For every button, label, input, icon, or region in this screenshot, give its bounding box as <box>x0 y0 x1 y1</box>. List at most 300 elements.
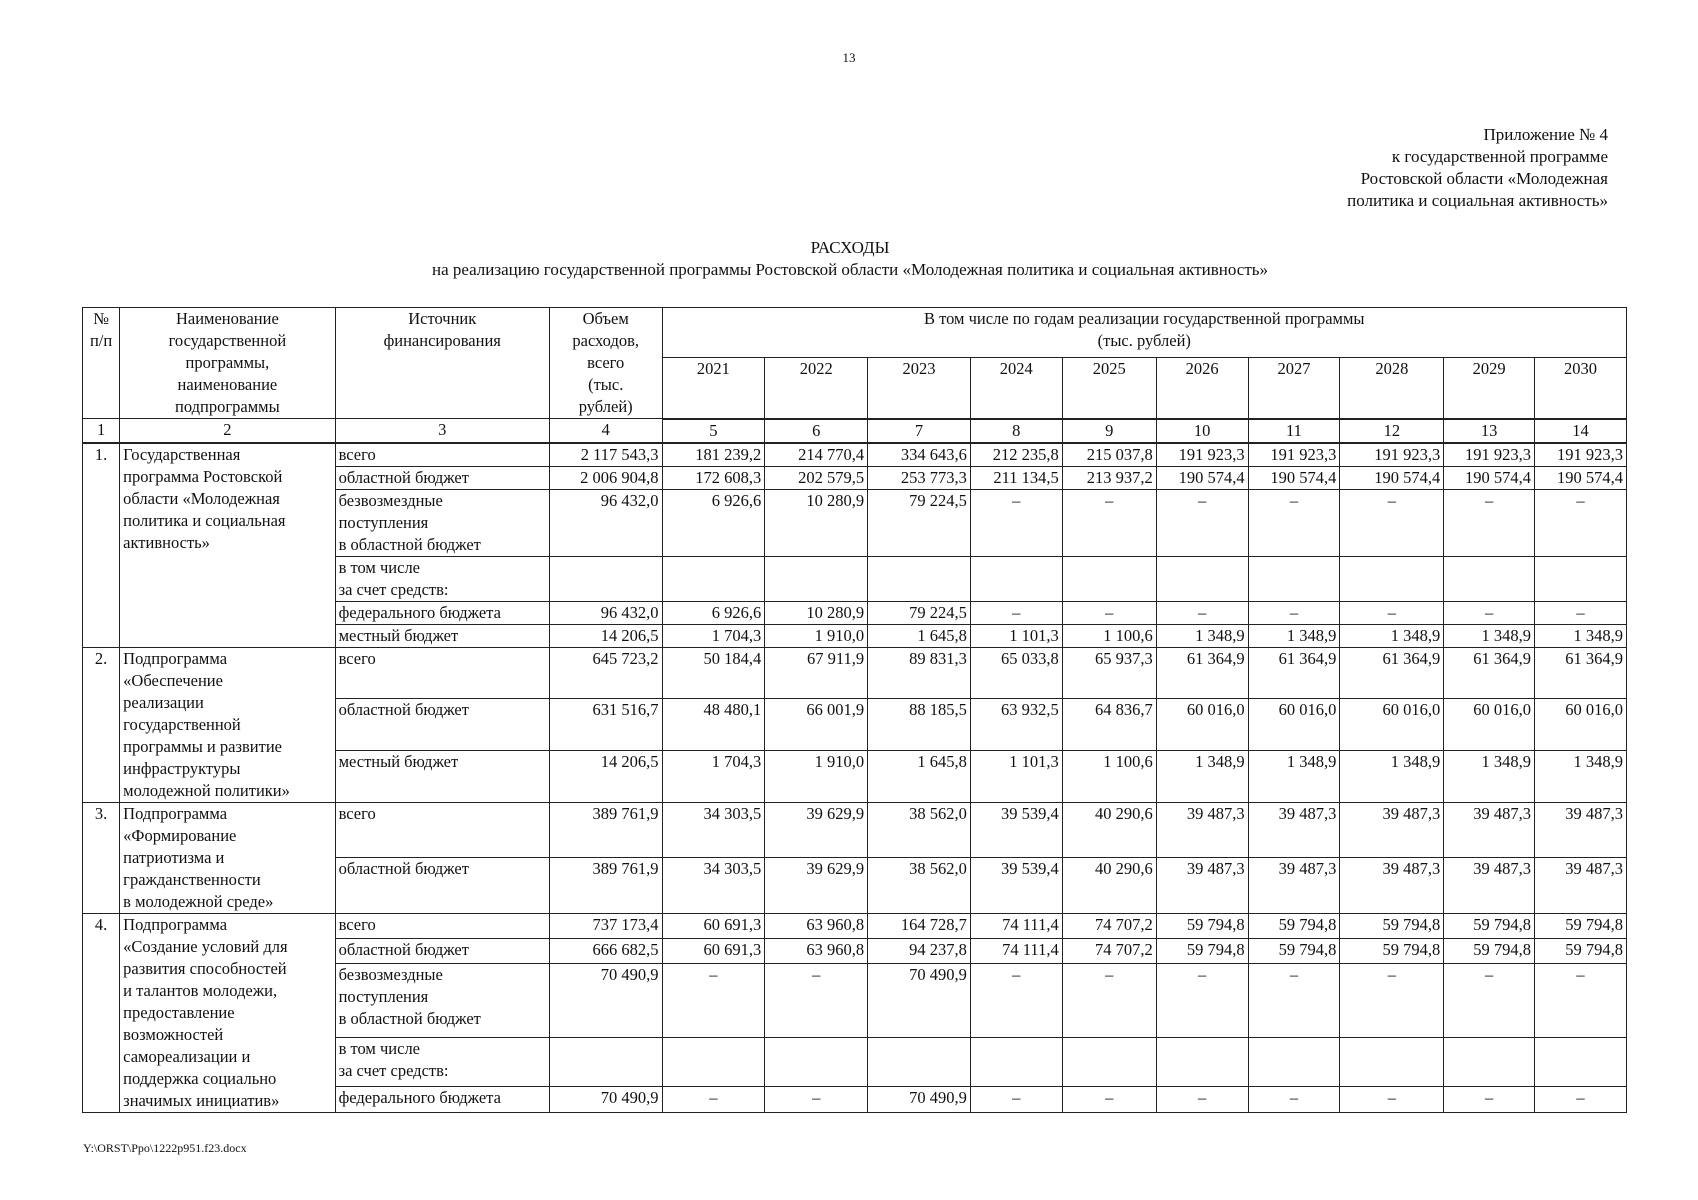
year-amount: 190 574,4 <box>1248 466 1340 489</box>
year-amount: 59 794,8 <box>1156 913 1248 938</box>
section-name <box>120 802 335 913</box>
total-amount: 70 490,9 <box>549 964 662 1038</box>
cell-line: областной бюджет <box>338 467 469 487</box>
year-amount: 40 290,6 <box>1062 802 1156 858</box>
cell-line: Подпрограмма <box>123 914 228 934</box>
year-amount: 1 348,9 <box>1444 750 1535 802</box>
year-amount: 67 911,9 <box>765 647 868 699</box>
cell-line: п/п <box>89 331 113 350</box>
header-year: 2027 <box>1248 357 1340 419</box>
funding-source <box>335 624 549 647</box>
header-name <box>120 308 335 419</box>
cell-line: области «Молодежная <box>123 488 280 508</box>
year-amount <box>970 556 1062 601</box>
year-amount: 1 101,3 <box>970 750 1062 802</box>
cell-line: государственной <box>168 331 287 350</box>
cell-line: всего <box>338 444 376 464</box>
year-amount: 1 101,3 <box>970 624 1062 647</box>
year-amount: 190 574,4 <box>1156 466 1248 489</box>
column-index: 6 <box>765 419 868 443</box>
title-subheading: на реализацию государственной программы Ростовской области «Молодежная политика и социальная активность» <box>431 260 1269 279</box>
year-amount: 74 707,2 <box>1062 938 1156 963</box>
cell-line: реализации <box>123 692 204 712</box>
column-index: 7 <box>868 419 971 443</box>
cell-line: Источник <box>408 309 477 328</box>
column-index: 11 <box>1248 419 1340 443</box>
cell-line: политика и социальная <box>123 510 286 530</box>
year-amount: – <box>765 1087 868 1112</box>
year-amount: 1 704,3 <box>662 624 765 647</box>
cell-line: поступления <box>338 987 429 1007</box>
total-amount: 389 761,9 <box>549 858 662 914</box>
year-amount: 10 280,9 <box>765 489 868 556</box>
section-name <box>120 913 335 1112</box>
header-year: 2024 <box>970 357 1062 419</box>
year-amount <box>970 1037 1062 1086</box>
year-amount: 65 937,3 <box>1062 647 1156 699</box>
year-amount: – <box>1340 1087 1444 1112</box>
header-volume <box>549 308 662 419</box>
cell-line: всего <box>338 803 376 823</box>
cell-line: значимых инициатив» <box>123 1090 280 1110</box>
year-amount: – <box>1156 1087 1248 1112</box>
cell-line: всего <box>338 648 376 668</box>
year-amount: 10 280,9 <box>765 601 868 624</box>
cell-line: безвозмездные <box>338 965 443 985</box>
year-amount: 190 574,4 <box>1340 466 1444 489</box>
year-amount: 59 794,8 <box>1535 938 1627 963</box>
year-amount: 59 794,8 <box>1156 938 1248 963</box>
year-amount: – <box>1248 1087 1340 1112</box>
column-index-row <box>83 419 1627 443</box>
total-amount: 96 432,0 <box>549 601 662 624</box>
year-amount: 1 348,9 <box>1535 750 1627 802</box>
year-amount: – <box>765 964 868 1038</box>
year-amount: 60 016,0 <box>1444 699 1535 751</box>
year-amount: 1 348,9 <box>1156 624 1248 647</box>
column-index: 8 <box>970 419 1062 443</box>
cell-line: федерального бюджета <box>338 1088 501 1108</box>
appendix-line: Приложение № 4 <box>1483 125 1608 144</box>
year-amount: 39 629,9 <box>765 858 868 914</box>
year-amount: 34 303,5 <box>662 802 765 858</box>
year-amount: 74 111,4 <box>970 938 1062 963</box>
year-amount <box>1248 556 1340 601</box>
cell-line: (тыс. <box>588 375 624 394</box>
document-title <box>300 237 1400 281</box>
funding-source <box>335 647 549 699</box>
total-amount: 14 206,5 <box>549 750 662 802</box>
year-amount: 61 364,9 <box>1444 647 1535 699</box>
year-amount: 1 100,6 <box>1062 624 1156 647</box>
year-amount: – <box>970 601 1062 624</box>
year-amount <box>1340 556 1444 601</box>
cell-line: «Обеспечение <box>123 670 223 690</box>
page-number: 13 <box>842 50 856 65</box>
year-amount: 190 574,4 <box>1444 466 1535 489</box>
funding-source <box>335 601 549 624</box>
year-amount: 79 224,5 <box>868 489 971 556</box>
column-index: 14 <box>1535 419 1627 443</box>
total-amount: 2 117 543,3 <box>549 443 662 467</box>
year-amount: – <box>1535 964 1627 1038</box>
cell-line: предоставление <box>123 1002 235 1022</box>
year-amount: 88 185,5 <box>868 699 971 751</box>
year-amount: – <box>1340 489 1444 556</box>
table-header <box>83 308 1627 443</box>
cell-line: безвозмездные <box>338 490 443 510</box>
cell-line: развития способностей <box>123 958 287 978</box>
year-amount: – <box>662 964 765 1038</box>
year-amount: 181 239,2 <box>662 443 765 467</box>
year-amount: 190 574,4 <box>1535 466 1627 489</box>
cell-line: за счет средств: <box>338 1060 449 1080</box>
year-amount: 61 364,9 <box>1340 647 1444 699</box>
year-amount: 1 645,8 <box>868 624 971 647</box>
year-amount <box>1062 556 1156 601</box>
year-amount: 89 831,3 <box>868 647 971 699</box>
column-index: 12 <box>1340 419 1444 443</box>
cell-line: в областной бюджет <box>338 534 481 554</box>
cell-line: Подпрограмма <box>123 803 228 823</box>
total-amount: 14 206,5 <box>549 624 662 647</box>
year-amount: 213 937,2 <box>1062 466 1156 489</box>
year-amount: 191 923,3 <box>1340 443 1444 467</box>
cell-line: В том числе по годам реализации государственной программы <box>924 309 1365 328</box>
total-amount <box>549 556 662 601</box>
cell-line: за счет средств: <box>338 579 449 599</box>
section-name <box>120 443 335 648</box>
section-number: 4. <box>83 913 120 1112</box>
year-amount: 59 794,8 <box>1535 913 1627 938</box>
year-amount: 172 608,3 <box>662 466 765 489</box>
year-amount: 61 364,9 <box>1535 647 1627 699</box>
cell-line: в том числе <box>338 557 420 577</box>
year-amount: 1 348,9 <box>1444 624 1535 647</box>
year-amount: – <box>1248 489 1340 556</box>
year-amount: 60 016,0 <box>1535 699 1627 751</box>
year-amount: 65 033,8 <box>970 647 1062 699</box>
cell-line: местный бюджет <box>338 751 459 771</box>
total-amount: 96 432,0 <box>549 489 662 556</box>
year-amount: 40 290,6 <box>1062 858 1156 914</box>
year-amount: – <box>1062 601 1156 624</box>
year-amount: 39 487,3 <box>1156 858 1248 914</box>
cell-line: «Создание условий для <box>123 936 288 956</box>
year-amount: – <box>1248 601 1340 624</box>
year-amount: – <box>1156 601 1248 624</box>
header-year: 2026 <box>1156 357 1248 419</box>
column-index: 1 <box>83 419 120 443</box>
cell-line: финансирования <box>383 331 501 350</box>
total-amount: 389 761,9 <box>549 802 662 858</box>
header-year: 2028 <box>1340 357 1444 419</box>
year-amount: 39 487,3 <box>1535 802 1627 858</box>
year-amount <box>662 556 765 601</box>
cell-line: государственной <box>123 714 241 734</box>
year-amount: – <box>1062 1087 1156 1112</box>
cell-line: и талантов молодежи, <box>123 980 278 1000</box>
cell-line: № <box>93 309 109 328</box>
year-amount: 1 645,8 <box>868 750 971 802</box>
year-amount: 214 770,4 <box>765 443 868 467</box>
year-amount: 39 487,3 <box>1444 858 1535 914</box>
year-amount: 1 910,0 <box>765 750 868 802</box>
cell-line: программы, <box>185 353 270 372</box>
year-amount <box>765 556 868 601</box>
year-amount: 63 932,5 <box>970 699 1062 751</box>
appendix-line: политика и социальная активность» <box>1347 191 1608 210</box>
year-amount: 66 001,9 <box>765 699 868 751</box>
year-amount: 1 348,9 <box>1340 750 1444 802</box>
cell-line: (тыс. рублей) <box>1097 331 1191 350</box>
year-amount: 1 348,9 <box>1248 624 1340 647</box>
cell-line: местный бюджет <box>338 625 459 645</box>
header-row <box>83 308 1627 358</box>
funding-source <box>335 699 549 751</box>
cell-line: наименование <box>177 375 278 394</box>
year-amount <box>1444 1037 1535 1086</box>
cell-line: возможностей <box>123 1024 224 1044</box>
year-amount: 79 224,5 <box>868 601 971 624</box>
cell-line: в том числе <box>338 1038 420 1058</box>
year-amount: 39 487,3 <box>1340 802 1444 858</box>
year-amount: 34 303,5 <box>662 858 765 914</box>
header-source <box>335 308 549 419</box>
funding-source <box>335 858 549 914</box>
year-amount: 74 111,4 <box>970 913 1062 938</box>
funding-source <box>335 1087 549 1112</box>
cell-line: Подпрограмма <box>123 648 228 668</box>
section-name <box>120 647 335 802</box>
year-amount: 48 480,1 <box>662 699 765 751</box>
year-amount: 60 016,0 <box>1248 699 1340 751</box>
year-amount <box>765 1037 868 1086</box>
header-year: 2030 <box>1535 357 1627 419</box>
year-amount: – <box>970 489 1062 556</box>
year-amount: 63 960,8 <box>765 938 868 963</box>
year-amount: 59 794,8 <box>1340 938 1444 963</box>
year-amount <box>1062 1037 1156 1086</box>
year-amount: 50 184,4 <box>662 647 765 699</box>
year-amount: 60 691,3 <box>662 913 765 938</box>
total-amount: 737 173,4 <box>549 913 662 938</box>
year-amount: 59 794,8 <box>1444 938 1535 963</box>
year-amount: – <box>1444 489 1535 556</box>
year-amount: 59 794,8 <box>1340 913 1444 938</box>
year-amount: 334 643,6 <box>868 443 971 467</box>
funding-source <box>335 1037 549 1086</box>
funding-source <box>335 443 549 467</box>
cell-line: Наименование <box>175 309 279 328</box>
total-amount: 666 682,5 <box>549 938 662 963</box>
cell-line: Государственная <box>123 444 241 464</box>
funding-source <box>335 556 549 601</box>
file-path: Y:\ORST\Ppo\1222p951.f23.docx <box>83 1141 247 1155</box>
year-amount: 6 926,6 <box>662 489 765 556</box>
year-amount <box>1340 1037 1444 1086</box>
year-amount: – <box>1062 489 1156 556</box>
cell-line: активность» <box>123 532 210 552</box>
table-row <box>83 443 1627 467</box>
cell-line: патриотизма и <box>123 847 225 867</box>
table-row <box>83 913 1627 938</box>
year-amount <box>1248 1037 1340 1086</box>
funding-source <box>335 802 549 858</box>
year-amount: 39 539,4 <box>970 858 1062 914</box>
year-amount: 191 923,3 <box>1444 443 1535 467</box>
year-amount: 1 348,9 <box>1535 624 1627 647</box>
year-amount: 1 910,0 <box>765 624 868 647</box>
year-amount: 60 691,3 <box>662 938 765 963</box>
cell-line: самореализации и <box>123 1046 251 1066</box>
year-amount: 59 794,8 <box>1444 913 1535 938</box>
header-year: 2025 <box>1062 357 1156 419</box>
year-amount: 39 487,3 <box>1444 802 1535 858</box>
year-amount: – <box>662 1087 765 1112</box>
year-amount: – <box>1444 964 1535 1038</box>
year-amount: 59 794,8 <box>1248 913 1340 938</box>
cell-line: Объем <box>582 309 629 328</box>
section-number: 2. <box>83 647 120 802</box>
cell-line: «Формирование <box>123 825 237 845</box>
year-amount <box>868 556 971 601</box>
year-amount: 1 348,9 <box>1156 750 1248 802</box>
header-year: 2023 <box>868 357 971 419</box>
funding-source <box>335 913 549 938</box>
total-amount: 645 723,2 <box>549 647 662 699</box>
year-amount: – <box>1535 1087 1627 1112</box>
year-amount: – <box>1156 964 1248 1038</box>
year-amount: 61 364,9 <box>1248 647 1340 699</box>
cell-line: областной бюджет <box>338 859 469 878</box>
year-amount: 70 490,9 <box>868 964 971 1038</box>
year-amount: 39 487,3 <box>1156 802 1248 858</box>
header-year: 2029 <box>1444 357 1535 419</box>
appendix-line: к государственной программе <box>1391 147 1608 166</box>
year-amount <box>662 1037 765 1086</box>
total-amount: 631 516,7 <box>549 699 662 751</box>
year-amount: 253 773,3 <box>868 466 971 489</box>
section-number: 3. <box>83 802 120 913</box>
cell-line: в молодежной среде» <box>123 891 274 911</box>
total-amount <box>549 1037 662 1086</box>
year-amount: – <box>1444 601 1535 624</box>
appendix-line: Ростовской области «Молодежная <box>1360 169 1608 188</box>
column-index: 3 <box>335 419 549 443</box>
title-heading: РАСХОДЫ <box>810 238 890 257</box>
cell-line: поступления <box>338 512 429 532</box>
year-amount: 211 134,5 <box>970 466 1062 489</box>
year-amount: 64 836,7 <box>1062 699 1156 751</box>
table-row <box>83 647 1627 699</box>
year-amount: 39 487,3 <box>1340 858 1444 914</box>
year-amount: 191 923,3 <box>1535 443 1627 467</box>
cell-line: программы и развитие <box>123 736 282 756</box>
year-amount: 212 235,8 <box>970 443 1062 467</box>
year-amount: 61 364,9 <box>1156 647 1248 699</box>
year-amount: 60 016,0 <box>1156 699 1248 751</box>
year-amount: 60 016,0 <box>1340 699 1444 751</box>
year-amount: 39 487,3 <box>1248 858 1340 914</box>
cell-line: федерального бюджета <box>338 602 501 622</box>
cell-line: молодежной политики» <box>123 780 290 800</box>
funding-source <box>335 466 549 489</box>
cell-line: областной бюджет <box>338 939 469 959</box>
cell-line: подпрограммы <box>175 397 280 416</box>
year-amount: 59 794,8 <box>1248 938 1340 963</box>
year-amount: – <box>1248 964 1340 1038</box>
year-amount: 1 348,9 <box>1248 750 1340 802</box>
year-amount: 191 923,3 <box>1156 443 1248 467</box>
year-amount <box>1535 1037 1627 1086</box>
funding-source <box>335 964 549 1038</box>
year-amount <box>1156 1037 1248 1086</box>
year-amount: – <box>1535 489 1627 556</box>
year-amount: – <box>1340 964 1444 1038</box>
column-index: 4 <box>549 419 662 443</box>
table-row <box>83 802 1627 858</box>
year-amount: 164 728,7 <box>868 913 971 938</box>
year-amount: 191 923,3 <box>1248 443 1340 467</box>
year-amount: – <box>1535 601 1627 624</box>
cell-line: программа Ростовской <box>123 466 283 486</box>
table-body <box>83 443 1627 1113</box>
column-index: 5 <box>662 419 765 443</box>
year-amount <box>1156 556 1248 601</box>
total-amount: 70 490,9 <box>549 1087 662 1112</box>
column-index: 13 <box>1444 419 1535 443</box>
year-amount: – <box>1444 1087 1535 1112</box>
header-num <box>83 308 120 419</box>
column-index: 10 <box>1156 419 1248 443</box>
year-amount: 1 704,3 <box>662 750 765 802</box>
cell-line: гражданственности <box>123 869 261 889</box>
cell-line: областной бюджет <box>338 700 469 720</box>
year-amount: 39 629,9 <box>765 802 868 858</box>
cell-line: всего <box>338 914 376 934</box>
section-number: 1. <box>83 443 120 648</box>
header-year: 2022 <box>765 357 868 419</box>
year-amount: 70 490,9 <box>868 1087 971 1112</box>
year-amount <box>1535 556 1627 601</box>
year-amount <box>868 1037 971 1086</box>
cell-line: в областной бюджет <box>338 1009 481 1029</box>
funding-source <box>335 750 549 802</box>
cell-line: расходов, <box>572 331 640 350</box>
column-index: 2 <box>120 419 335 443</box>
year-amount: – <box>1156 489 1248 556</box>
year-amount <box>1444 556 1535 601</box>
year-amount: 74 707,2 <box>1062 913 1156 938</box>
year-amount: 39 539,4 <box>970 802 1062 858</box>
year-amount: – <box>970 1087 1062 1112</box>
cell-line: инфраструктуры <box>123 758 241 778</box>
year-amount: 63 960,8 <box>765 913 868 938</box>
year-amount: 215 037,8 <box>1062 443 1156 467</box>
year-amount: – <box>1062 964 1156 1038</box>
cell-line: рублей) <box>578 397 633 416</box>
year-amount: – <box>1340 601 1444 624</box>
year-amount: 1 100,6 <box>1062 750 1156 802</box>
header-years-caption <box>662 308 1626 358</box>
year-amount: 39 487,3 <box>1248 802 1340 858</box>
year-amount: 6 926,6 <box>662 601 765 624</box>
year-amount: 38 562,0 <box>868 858 971 914</box>
cell-line: поддержка социально <box>123 1068 277 1088</box>
year-amount: – <box>970 964 1062 1038</box>
expenses-table <box>82 307 1627 1113</box>
